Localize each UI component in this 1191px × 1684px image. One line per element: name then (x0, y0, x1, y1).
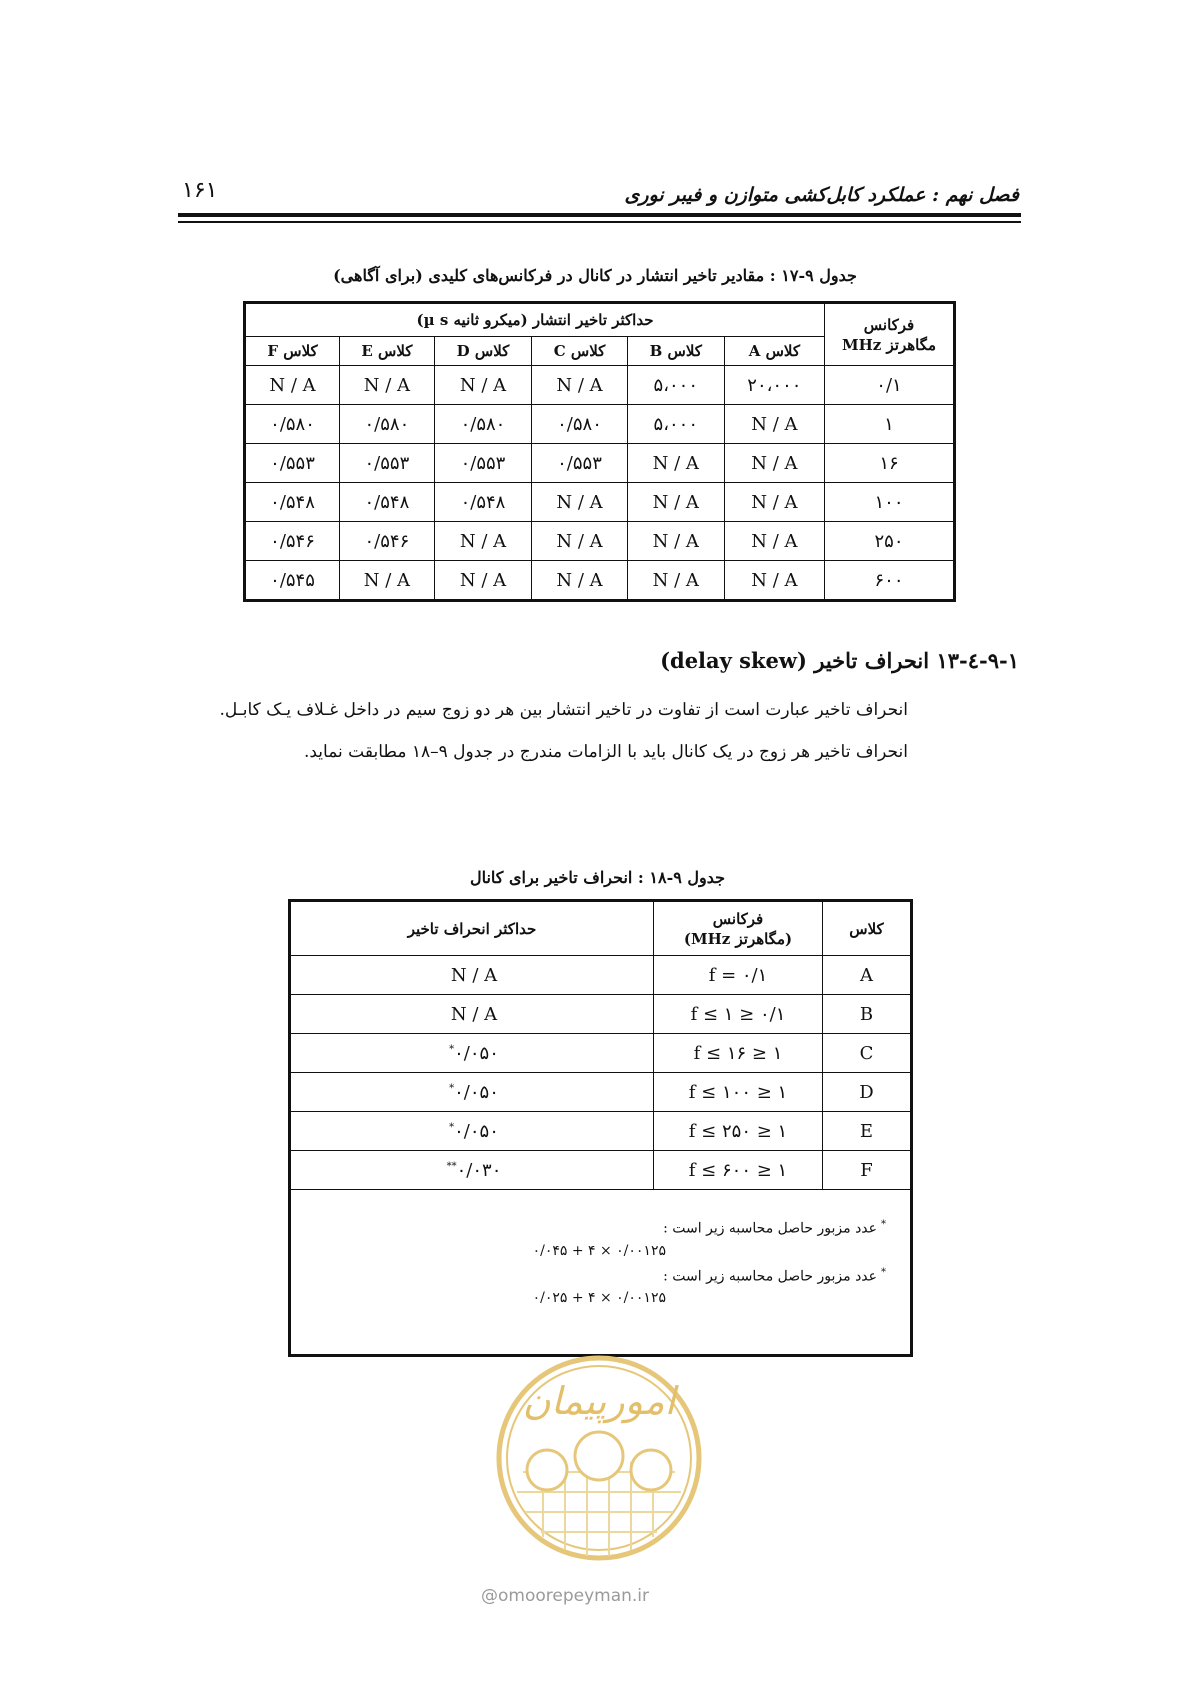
propagation-delay-table (243, 301, 956, 602)
skew-cell (290, 1034, 654, 1073)
class-cell: E (823, 1112, 912, 1151)
note-mark: * (881, 1219, 886, 1230)
skew-cell (290, 1073, 654, 1112)
page-number: ۱۶۱ (182, 178, 218, 203)
footnote-mark: * (449, 1043, 455, 1055)
cell: N / A (532, 561, 628, 601)
table-notes-row (290, 1190, 912, 1356)
freq-header (825, 303, 955, 366)
freq-col-line2: (مگاهرتز MHz) (683, 929, 793, 948)
paragraph-line: انحراف تاخیر هر زوج در یک کانال باید با الزامات مندرج در جدول ۹–۱۸ مطابقت نماید. (303, 742, 908, 762)
table-notes (290, 1190, 912, 1356)
cell: N / A (532, 366, 628, 405)
cell: ۲۰،۰۰۰ (724, 366, 824, 405)
table-row (245, 522, 955, 561)
delay-skew-table (288, 899, 913, 1357)
section-heading: ۹-۱-٤-۱۳ انحراف تاخیر (delay skew) (660, 648, 1019, 673)
skew-cell (290, 995, 654, 1034)
header-rule-thin (178, 221, 1021, 223)
cell: ۶۰۰ (825, 561, 955, 601)
cell: ۰/۵۵۳ (532, 444, 628, 483)
cell: N / A (724, 405, 824, 444)
freq-header-line1: فرکانس (863, 315, 915, 334)
table-row (290, 1034, 912, 1073)
freq-cell: ۱ ≤ f ≤ ۱۶ (654, 1034, 823, 1073)
cell: N / A (724, 483, 824, 522)
class-header: کلاس D (434, 337, 532, 366)
table-row (245, 366, 955, 405)
table-row (290, 1112, 912, 1151)
cell: ۱۶ (825, 444, 955, 483)
cell: ۵،۰۰۰ (627, 366, 724, 405)
freq-header-line2: مگاهرتز MHz (841, 335, 937, 354)
cell: N / A (627, 483, 724, 522)
class-header: کلاس A (724, 337, 824, 366)
cell: ۰/۵۵۳ (434, 444, 532, 483)
skew-cell (290, 1151, 654, 1190)
cell: ۰/۵۴۶ (245, 522, 340, 561)
table2-caption: جدول ۹-۱۸ : انحراف تاخیر برای کانال (469, 868, 726, 887)
cell: ۰/۵۴۸ (434, 483, 532, 522)
class-col-header: کلاس (823, 901, 912, 956)
cell: ۱۰۰ (825, 483, 955, 522)
cell: ۰/۵۴۶ (340, 522, 435, 561)
skew-value: ۰/۰۳۰ (456, 1159, 502, 1181)
cell: N / A (434, 366, 532, 405)
skew-value: N / A (450, 964, 498, 986)
footnote-mark: * (449, 1121, 455, 1133)
table-row (245, 405, 955, 444)
omoorepeyman-stamp-logo (493, 1352, 705, 1564)
note-formula: ۰/۰۴۵ + ۴ × ۰/۰۰۱۲۵ (532, 1242, 666, 1259)
cell: ۵،۰۰۰ (627, 405, 724, 444)
paragraph-line: انحراف تاخیر عبارت است از تفاوت در تاخیر انتشار بین هر دو زوج سیم در داخل غـلاف یـک کابـل. (219, 700, 908, 720)
cell: ۰/۵۴۸ (245, 483, 340, 522)
cell: ۰/۵۸۰ (434, 405, 532, 444)
chapter-title: فصل نهم : عملکرد کابل‌کشی متوازن و فیبر نوری (624, 184, 1019, 206)
cell: N / A (724, 561, 824, 601)
class-cell: A (823, 956, 912, 995)
cell: ۰/۵۴۸ (340, 483, 435, 522)
freq-cell: f = ۰/۱ (654, 956, 823, 995)
cell: ۰/۵۴۵ (245, 561, 340, 601)
class-header: کلاس E (340, 337, 435, 366)
cell: ۱ (825, 405, 955, 444)
skew-cell (290, 1112, 654, 1151)
table-row (245, 483, 955, 522)
freq-cell: ۱ ≤ f ≤ ۶۰۰ (654, 1151, 823, 1190)
cell: N / A (340, 561, 435, 601)
cell: N / A (340, 366, 435, 405)
cell: N / A (724, 522, 824, 561)
freq-col-header (654, 901, 823, 956)
cell: N / A (245, 366, 340, 405)
skew-value: ۰/۰۵۰ (454, 1042, 499, 1064)
table-row (245, 561, 955, 601)
cell: N / A (627, 444, 724, 483)
cell: ۰/۵۵۳ (340, 444, 435, 483)
table-row (290, 1073, 912, 1112)
cell: N / A (724, 444, 824, 483)
skew-cell (290, 956, 654, 995)
skew-value: ۰/۰۵۰ (454, 1081, 499, 1103)
note-formula: ۰/۰۲۵ + ۴ × ۰/۰۰۱۲۵ (532, 1290, 666, 1307)
cell: ۰/۵۸۰ (340, 405, 435, 444)
footnote-mark: * (449, 1082, 455, 1094)
table-row (290, 1151, 912, 1190)
table-row (245, 444, 955, 483)
cell: ۲۵۰ (825, 522, 955, 561)
group-header: حداکثر تاخیر انتشار (میکرو ثانیه µ s) (245, 303, 825, 337)
note-text: عدد مزبور حاصل محاسبه زیر است : (663, 1268, 877, 1285)
class-header: کلاس F (245, 337, 340, 366)
class-cell: F (823, 1151, 912, 1190)
class-cell: B (823, 995, 912, 1034)
note-text: عدد مزبور حاصل محاسبه زیر است : (663, 1220, 877, 1237)
freq-col-line1: فرکانس (712, 909, 764, 928)
cell: ۰/۱ (825, 366, 955, 405)
table1-caption: جدول ۹-۱۷ : مقادیر تاخیر انتشار در کانال در فرکانس‌های کلیدی (برای آگاهی) (333, 266, 857, 285)
table-row (290, 995, 912, 1034)
cell: ۰/۵۸۰ (532, 405, 628, 444)
cell: N / A (532, 522, 628, 561)
cell: N / A (434, 561, 532, 601)
class-cell: D (823, 1073, 912, 1112)
freq-cell: ۰/۱ ≤ f ≤ ۱ (654, 995, 823, 1034)
cell: N / A (627, 561, 724, 601)
cell: N / A (532, 483, 628, 522)
cell: ۰/۵۸۰ (245, 405, 340, 444)
stamp-brand-text: امورپیمان (522, 1379, 676, 1423)
class-header: کلاس C (532, 337, 628, 366)
cell: ۰/۵۵۳ (245, 444, 340, 483)
table-row (290, 956, 912, 995)
class-header: کلاس B (627, 337, 724, 366)
cell: N / A (627, 522, 724, 561)
header-rule-thick (178, 213, 1021, 217)
watermark-url: @omoorepeyman.ir (481, 1586, 650, 1606)
note-mark: * (881, 1266, 886, 1278)
cell: N / A (434, 522, 532, 561)
freq-cell: ۱ ≤ f ≤ ۲۵۰ (654, 1112, 823, 1151)
class-cell: C (823, 1034, 912, 1073)
skew-value: N / A (450, 1003, 498, 1025)
skew-value: ۰/۰۵۰ (454, 1120, 499, 1142)
footnote-mark: ** (446, 1160, 457, 1172)
freq-cell: ۱ ≤ f ≤ ۱۰۰ (654, 1073, 823, 1112)
skew-col-header: حداکثر انحراف تاخیر (290, 901, 654, 956)
